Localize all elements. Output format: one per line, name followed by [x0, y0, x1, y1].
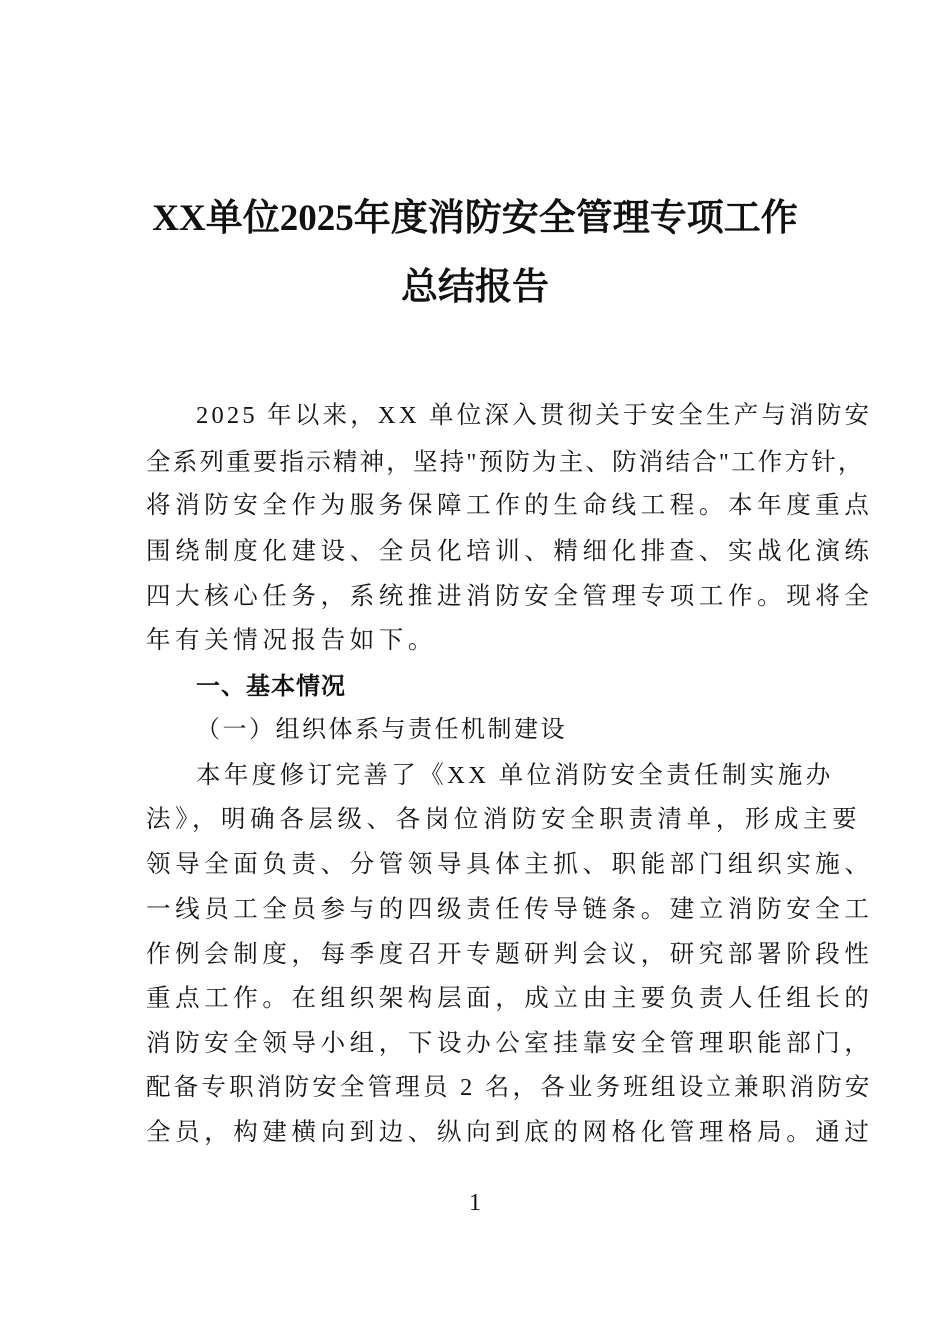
paragraph-line: 全系列重要指示精神，坚持"预防为主、防消结合"工作方针， [146, 449, 865, 476]
paragraph-line: 四大核心任务，系统推进消防安全管理专项工作。现将全 [146, 583, 874, 610]
document-title-line-1: XX单位2025年度消防安全管理专项工作 [152, 198, 798, 239]
paragraph-line: 法》，明确各层级、各岗位消防安全职责清单，形成主要 [146, 806, 862, 833]
paragraph-line: 作例会制度，每季度召开专题研判会议，研究部署阶段性 [146, 941, 874, 968]
paragraph-line: 重点工作。在组织架构层面，成立由主要负责人任组长的 [146, 985, 874, 1012]
section-heading: 一、基本情况 [196, 672, 346, 700]
document-title-line-2: 总结报告 [401, 267, 549, 308]
subsection-heading: （一）组织体系与责任机制建设 [196, 717, 567, 743]
paragraph-line: 本年度修订完善了《XX 单位消防安全责任制实施办 [196, 762, 834, 789]
paragraph-line: 消防安全领导小组，下设办公室挂靠安全管理职能部门， [146, 1030, 874, 1057]
paragraph-line: 全员，构建横向到边、纵向到底的网格化管理格局。通过 [146, 1119, 874, 1146]
paragraph-line: 将消防安全作为服务保障工作的生命线工程。本年度重点 [146, 492, 874, 519]
paragraph-line: 年有关情况报告如下。 [146, 627, 437, 654]
paragraph-line: 配备专职消防安全管理员 2 名，各业务班组设立兼职消防安 [146, 1074, 873, 1101]
paragraph-line: 围绕制度化建设、全员化培训、精细化排查、实战化演练 [146, 538, 874, 565]
paragraph-line: 领导全面负责、分管领导具体主抓、职能部门组织实施、 [146, 851, 874, 878]
page-number: 1 [469, 1190, 481, 1216]
paragraph-line: 2025 年以来，XX 单位深入贯彻关于安全生产与消防安 [196, 402, 873, 429]
paragraph-line: 一线员工全员参与的四级责任传导链条。建立消防安全工 [146, 896, 874, 923]
